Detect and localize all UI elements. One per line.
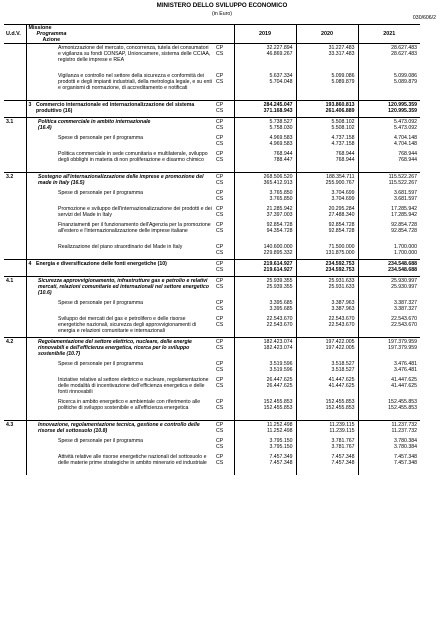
udv-code xyxy=(4,44,26,73)
row-description: Ricerca in ambito energetico e ambientale con riferimento alle politiche di sviluppo sostenibile e all'efficienza energetica xyxy=(58,399,201,411)
table-row xyxy=(4,101,420,118)
row-description: Spese di personale per il programma xyxy=(58,190,144,196)
value-2020: 188.354.711 255.900.767 xyxy=(296,173,358,190)
value-2019: 92.854.728 94.354.728 xyxy=(234,221,296,243)
table-row xyxy=(4,437,420,453)
value-2021: 197.379.959 197.379.959 xyxy=(358,338,420,361)
value-2020: 3.518.527 3.518.527 xyxy=(296,360,358,376)
row-description: Politica commerciale in sede comunitaria e multilaterale, sviluppo degli obblighi in materia di non proliferazione e disarmo chimico xyxy=(58,151,208,163)
value-2020: 41.447.625 41.447.625 xyxy=(296,376,358,398)
row-description: Energia e diversificazione delle fonti energetiche (10) xyxy=(34,260,214,277)
value-2021: 25.930.997 25.930.997 xyxy=(358,277,420,300)
table-row xyxy=(4,315,420,338)
value-2021: 5.099.086 5.089.879 xyxy=(358,72,420,101)
mission-number xyxy=(26,150,34,173)
mission-number xyxy=(26,315,34,338)
table-row xyxy=(4,150,420,173)
value-2020: 152.455.853 152.455.853 xyxy=(296,398,358,421)
value-2020: 5.099.086 5.089.879 xyxy=(296,72,358,101)
cp-cs-label: CP CS xyxy=(216,73,224,85)
row-description: Finanziamenti per il funzionamento dell'Agenzia per la promozione all'estero e l'internazionalizzazione delle imprese italiane xyxy=(58,222,211,234)
mission-number xyxy=(26,221,34,243)
table-row xyxy=(4,299,420,315)
cp-cs-label: CP CS xyxy=(214,118,234,135)
value-2021: 234.548.688 234.548.688 xyxy=(358,260,420,277)
value-2021: 11.237.732 11.237.732 xyxy=(358,421,420,438)
table-row xyxy=(4,189,420,205)
udv-code: 3.1 xyxy=(4,118,26,135)
value-2020: 197.422.005 197.422.005 xyxy=(296,338,358,361)
mission-number xyxy=(26,189,34,205)
udv-code xyxy=(4,315,26,338)
table-row xyxy=(4,277,420,300)
value-2019: 25.939.355 25.939.355 xyxy=(234,277,296,300)
cp-cs-label: CP CS xyxy=(216,438,224,450)
row-description: Innovazione, regolamentazione tecnica, gestione e controllo delle risorse del sottosuolo (10.8) xyxy=(34,421,214,438)
cp-cs-label: CP CS xyxy=(216,316,224,328)
row-description: Iniziative relative al settore elettrico e nucleare, regolamentazione delle modalità di incentivazione dell'efficienza energetica e delle fonti rinnovabili xyxy=(58,377,209,395)
mission-number xyxy=(26,453,34,475)
value-2021: 5.473.092 5.473.092 xyxy=(358,118,420,135)
udv-code xyxy=(4,376,26,398)
value-2020: 25.931.633 25.931.633 xyxy=(296,277,358,300)
table-row xyxy=(4,260,420,277)
table-header xyxy=(4,25,420,44)
cp-cs-label: CP CS xyxy=(216,190,224,202)
value-2021: 3.476.481 3.476.481 xyxy=(358,360,420,376)
value-2021: 3.780.384 3.780.384 xyxy=(358,437,420,453)
value-2019: 26.447.625 26.447.625 xyxy=(234,376,296,398)
year-2020-label: 2020 xyxy=(321,31,334,37)
cp-cs-label: CP CS xyxy=(216,377,224,389)
table-row xyxy=(4,72,420,101)
value-2019: 5.738.527 5.758.030 xyxy=(234,118,296,135)
cp-cs-label: CP CS xyxy=(216,45,224,57)
mission-number xyxy=(26,205,34,221)
mission-number xyxy=(26,118,34,135)
value-2021: 4.704.148 4.704.148 xyxy=(358,134,420,150)
cp-cs-label: CP CS xyxy=(214,260,234,277)
table-row xyxy=(4,376,420,398)
value-2020: 3.781.767 3.781.767 xyxy=(296,437,358,453)
value-2019: 182.423.074 182.423.074 xyxy=(234,338,296,361)
cp-cs-label: CP CS xyxy=(216,222,224,234)
table-row xyxy=(4,360,420,376)
udv-code xyxy=(4,72,26,101)
udv-code xyxy=(4,260,26,277)
cp-cs-label: CP CS xyxy=(216,361,224,373)
document-code: 030/606/2 xyxy=(412,15,436,21)
value-2019: 4.969.583 4.969.583 xyxy=(234,134,296,150)
value-2021: 768.944 768.944 xyxy=(358,150,420,173)
value-2021: 7.457.348 7.457.348 xyxy=(358,453,420,475)
unit-label: (in Euro) xyxy=(212,11,232,17)
cp-cs-label: CP CS xyxy=(216,454,224,466)
row-description: Spese di personale per il programma xyxy=(58,300,144,306)
mission-number xyxy=(26,421,34,438)
value-2019: 7.457.349 7.457.348 xyxy=(234,453,296,475)
udv-code xyxy=(4,453,26,475)
mission-number xyxy=(26,243,34,260)
udv-code: 4.1 xyxy=(4,277,26,300)
mission-header xyxy=(26,25,234,44)
table-row xyxy=(4,338,420,361)
row-description: Vigilanza e controllo nel settore della sicurezza e conformità dei prodotti e degli impianti industriali, della metrologia legale, e su enti e organismi di normazione, di accreditamento e notificati xyxy=(58,73,212,91)
udv-code: 4.3 xyxy=(4,421,26,438)
azione-label: Azione xyxy=(42,37,61,43)
row-description: Attività relative alle risorse energetiche nazionali del sottosuolo e delle materie prime strategiche in ambito minerario ed industriale xyxy=(58,454,207,466)
cp-cs-label: CP CS xyxy=(216,135,224,147)
table-row xyxy=(4,205,420,221)
cp-cs-label: CP CS xyxy=(214,277,234,300)
udv-code xyxy=(4,398,26,421)
year-2019-label: 2019 xyxy=(259,31,272,37)
value-2020: 4.737.158 4.737.158 xyxy=(296,134,358,150)
row-description: Sviluppo dei mercati del gas e petrolifero e delle risorse energetiche nazionali, sicurezza degli approvvigionamenti di energia e relazioni comunitarie e internazionali xyxy=(58,316,197,334)
value-2019: 11.252.498 11.252.498 xyxy=(234,421,296,438)
row-description: Sostegno all'internazionalizzazione delle imprese e promozione del made in Italy (16.5) xyxy=(34,173,214,190)
mission-number xyxy=(26,72,34,101)
value-2021: 22.543.670 22.543.670 xyxy=(358,315,420,338)
cp-cs-label: CP CS xyxy=(216,151,224,163)
value-2021: 1.700.000 1.700.000 xyxy=(358,243,420,260)
row-description: Spese di personale per il programma xyxy=(58,438,144,444)
udv-code xyxy=(4,189,26,205)
mission-number xyxy=(26,173,34,190)
value-2019: 268.506.520 365.412.913 xyxy=(234,173,296,190)
value-2021: 41.447.625 41.447.625 xyxy=(358,376,420,398)
value-2021: 92.854.728 92.854.728 xyxy=(358,221,420,243)
missione-label: Missione xyxy=(28,25,52,31)
year-2020-header xyxy=(296,25,358,44)
udv-code: 3.2 xyxy=(4,173,26,190)
row-description: Spese di personale per il programma xyxy=(58,135,144,141)
value-2020: 20.295.284 27.488.340 xyxy=(296,205,358,221)
value-2020: 234.592.753 234.592.753 xyxy=(296,260,358,277)
value-2021: 120.995.359 120.995.359 xyxy=(358,101,420,118)
value-2020: 92.854.728 92.854.728 xyxy=(296,221,358,243)
year-2019-header xyxy=(234,25,296,44)
table-row xyxy=(4,453,420,475)
mission-number: 3 xyxy=(26,101,34,118)
mission-number xyxy=(26,360,34,376)
udv-code xyxy=(4,205,26,221)
budget-table xyxy=(4,24,420,475)
udv-code xyxy=(4,360,26,376)
value-2021: 17.285.942 17.285.942 xyxy=(358,205,420,221)
value-2019: 768.944 788.447 xyxy=(234,150,296,173)
value-2019: 219.614.927 219.614.927 xyxy=(234,260,296,277)
mission-number xyxy=(26,437,34,453)
udv-code xyxy=(4,243,26,260)
udv-code xyxy=(4,221,26,243)
udv-code xyxy=(4,134,26,150)
table-body xyxy=(4,44,420,476)
row-description: Politica commerciale in ambito internazionale (16.4) xyxy=(34,118,214,135)
udv-code xyxy=(4,437,26,453)
value-2021: 152.455.853 152.455.853 xyxy=(358,398,420,421)
udv-code: 4.2 xyxy=(4,338,26,361)
table-row xyxy=(4,398,420,421)
value-2019: 284.245.047 371.168.943 xyxy=(234,101,296,118)
value-2019: 22.543.670 22.543.670 xyxy=(234,315,296,338)
value-2020: 7.457.348 7.457.348 xyxy=(296,453,358,475)
value-2020: 22.543.670 22.543.670 xyxy=(296,315,358,338)
cp-cs-label: CP CS xyxy=(214,101,234,118)
table-row xyxy=(4,221,420,243)
value-2020: 5.508.102 5.508.102 xyxy=(296,118,358,135)
mission-number xyxy=(26,134,34,150)
row-description: Promozione e sviluppo dell'internazionalizzazione dei prodotti e dei servizi del Made in Italy xyxy=(58,206,212,218)
udv-code xyxy=(4,299,26,315)
row-description: Realizzazione del piano straordinario del Made in Italy xyxy=(58,244,183,250)
value-2021: 115.522.267 115.522.267 xyxy=(358,173,420,190)
mission-number: 4 xyxy=(26,260,34,277)
value-2020: 768.944 768.944 xyxy=(296,150,358,173)
value-2019: 152.455.853 152.455.853 xyxy=(234,398,296,421)
row-description: Commercio internazionale ed internazionalizzazione del sistema produttivo (16) xyxy=(34,101,214,118)
value-2020: 11.239.115 11.239.115 xyxy=(296,421,358,438)
udv-code xyxy=(4,150,26,173)
table-row xyxy=(4,243,420,260)
table-row xyxy=(4,134,420,150)
value-2021: 3.681.597 3.681.597 xyxy=(358,189,420,205)
year-2021-label: 2021 xyxy=(383,31,396,37)
udv-header xyxy=(4,25,26,44)
row-description: Sicurezza approvvigionamento, infrastrutture gas e petrolio e relativi mercati, relazioni comunitarie ed internazionali nel settore energetico (10.6) xyxy=(34,277,214,300)
value-2019: 32.227.894 46.869.267 xyxy=(234,44,296,73)
cp-cs-label: CP CS xyxy=(214,173,234,190)
row-description: Regolamentazione del settore elettrico, nucleare, delle energie rinnovabili e dell'efficienza energetica, ricerca per lo sviluppo sostenibile (10.7) xyxy=(34,338,214,361)
value-2019: 3.519.596 3.519.596 xyxy=(234,360,296,376)
value-2020: 71.500.000 131.875.000 xyxy=(296,243,358,260)
value-2021: 3.387.327 3.387.327 xyxy=(358,299,420,315)
mission-number xyxy=(26,299,34,315)
cp-cs-label: CP CS xyxy=(216,300,224,312)
cp-cs-label: CP CS xyxy=(214,421,234,438)
mission-number xyxy=(26,398,34,421)
value-2020: 193.860.813 261.406.889 xyxy=(296,101,358,118)
udv-header-label: U.d.V. xyxy=(6,31,21,37)
value-2019: 3.765.850 3.765.850 xyxy=(234,189,296,205)
cp-cs-label: CP CS xyxy=(216,244,224,256)
table-row xyxy=(4,118,420,135)
mission-number xyxy=(26,44,34,73)
table-row xyxy=(4,173,420,190)
ministry-title: MINISTERO DELLO SVILUPPO ECONOMICO xyxy=(156,2,288,9)
value-2020: 3.387.963 3.387.963 xyxy=(296,299,358,315)
mission-number xyxy=(26,376,34,398)
value-2021: 28.627.483 28.627.483 xyxy=(358,44,420,73)
value-2019: 5.637.334 5.704.048 xyxy=(234,72,296,101)
row-description: Armonizzazione del mercato, concorrenza, tutela dei consumatori e vigilanza su fondi CONSAP, Unioncamere, sistema delle CCIAA, registro delle imprese e REA xyxy=(58,45,211,63)
cp-cs-label: CP CS xyxy=(216,206,224,218)
value-2020: 3.704.699 3.704.699 xyxy=(296,189,358,205)
year-2021-header xyxy=(358,25,420,44)
cp-cs-label: CP CS xyxy=(216,399,224,411)
udv-code xyxy=(4,101,26,118)
table-row xyxy=(4,44,420,73)
row-description: Spese di personale per il programma xyxy=(58,361,144,367)
table-row xyxy=(4,421,420,438)
programma-label: Programma xyxy=(36,31,67,37)
value-2019: 21.285.942 37.397.003 xyxy=(234,205,296,221)
cp-cs-label: CP CS xyxy=(214,338,234,361)
mission-number xyxy=(26,338,34,361)
value-2019: 140.600.000 229.895.332 xyxy=(234,243,296,260)
value-2020: 31.227.483 33.317.483 xyxy=(296,44,358,73)
value-2019: 3.795.150 3.795.150 xyxy=(234,437,296,453)
mission-number xyxy=(26,277,34,300)
value-2019: 3.395.685 3.395.685 xyxy=(234,299,296,315)
